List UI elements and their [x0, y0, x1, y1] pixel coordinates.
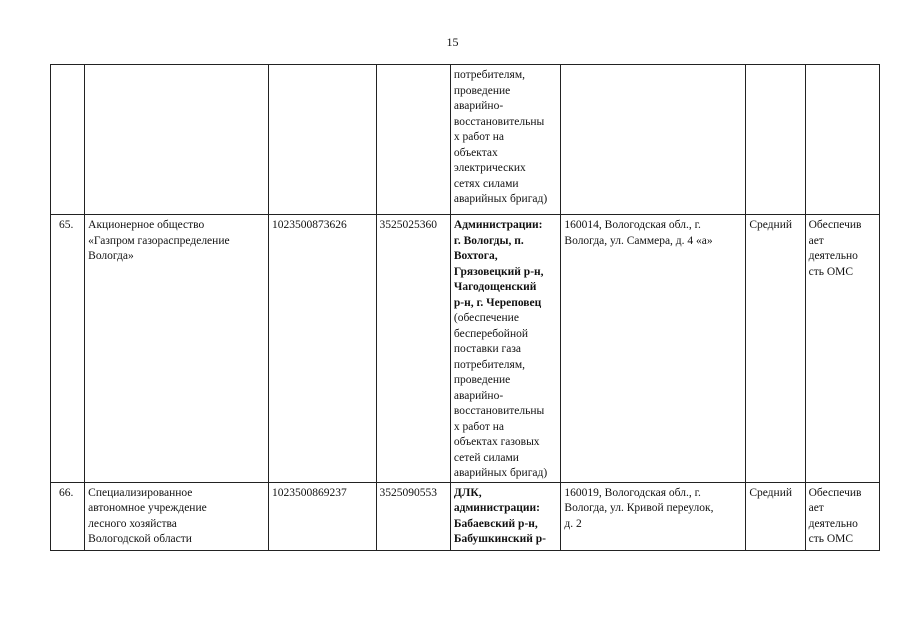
organization-name-cell [85, 65, 269, 215]
scope-line: бесперебойной [453, 327, 529, 340]
address-cell [561, 482, 746, 550]
address-cell [561, 65, 746, 215]
scope-line-bold: Бабаевский р-н, [453, 517, 538, 530]
table-body [51, 65, 880, 551]
organizations-table [50, 64, 880, 551]
organization-name-line: лесного хозяйства [88, 517, 177, 530]
organization-name-line: Специализированное [88, 486, 193, 499]
organization-name-cell [85, 482, 269, 550]
risk-level-cell: Средний [746, 482, 805, 550]
row-number-cell: 66. [51, 482, 85, 550]
ogrn-cell: 1023500869237 [269, 482, 377, 550]
scope-line: х работ на [453, 131, 504, 143]
scope-line: (обеспечение [453, 312, 519, 324]
scope-line: сетях силами [453, 177, 519, 190]
inn-cell: 3525025360 [376, 215, 450, 483]
ogrn-cell [269, 65, 377, 215]
scope-line-bold: г. Вологды, п. [453, 234, 524, 247]
scope-line: объектах газовых [453, 436, 540, 448]
scope-line: потребителям, [453, 69, 525, 81]
inn-cell: 3525090553 [376, 482, 450, 550]
scope-line: сетей силами [453, 451, 519, 464]
scope-line: электрических [453, 162, 526, 174]
address-cell [561, 215, 746, 483]
scope-line-bold: р-н, г. Череповец [453, 296, 542, 309]
table-row [51, 215, 880, 483]
scope-line-bold: Вохтога, [453, 250, 498, 262]
scope-cell [450, 482, 561, 550]
scope-line: поставки газа [453, 343, 521, 355]
note-cell [805, 215, 879, 483]
scope-line-bold: ДЛК, [453, 486, 482, 499]
organization-name-line: автономное учреждение [88, 502, 207, 514]
scope-line: проведение [453, 84, 511, 97]
scope-line: проведение [453, 374, 511, 386]
note-line: сть ОМС [808, 533, 854, 545]
organization-name-line: Вологда» [88, 250, 134, 262]
address-line: 160014, Вологодская обл., г. [564, 219, 701, 231]
address-line: д. 2 [564, 517, 582, 530]
address-line: 160019, Вологодская обл., г. [564, 486, 701, 499]
address-line: Вологда, ул. Саммера, д. 4 «а» [564, 234, 713, 247]
organization-name-cell [85, 215, 269, 483]
scope-line: аварийных бригад) [453, 193, 548, 205]
scope-line: восстановительны [453, 405, 545, 417]
scope-line: х работ на [453, 420, 504, 433]
scope-line: потребителям, [453, 358, 525, 371]
scope-line: аварийных бригад) [453, 467, 548, 479]
ogrn-cell: 1023500873626 [269, 215, 377, 483]
organization-name-line: Вологодской области [88, 533, 192, 545]
note-line: ает [808, 234, 824, 247]
scope-line-bold: Бабушкинский р- [453, 533, 546, 545]
note-line: Обеспечив [808, 486, 862, 499]
note-cell [805, 65, 879, 215]
row-number-cell: 65. [51, 215, 85, 483]
row-number-cell [51, 65, 85, 215]
organization-name-line: «Газпром газораспределение [88, 234, 230, 247]
risk-level-cell [746, 65, 805, 215]
table-row [51, 482, 880, 550]
note-line: деятельно [808, 250, 858, 262]
note-cell [805, 482, 879, 550]
scope-line-bold: администрации: [453, 502, 540, 514]
scope-line: аварийно- [453, 389, 504, 402]
note-line: ает [808, 502, 824, 514]
note-line: Обеспечив [808, 219, 862, 231]
scope-line: объектах [453, 146, 498, 159]
scope-line: аварийно- [453, 100, 504, 112]
scope-line-bold: Грязовецкий р-н, [453, 265, 544, 278]
scope-cell [450, 65, 561, 215]
page-number: 15 [446, 35, 459, 49]
scope-line-bold: Администрации: [453, 219, 543, 231]
inn-cell [376, 65, 450, 215]
organization-name-line: Акционерное общество [88, 219, 205, 231]
scope-line: восстановительны [453, 115, 545, 128]
table-row [51, 65, 880, 215]
scope-cell [450, 215, 561, 483]
note-line: деятельно [808, 517, 858, 530]
note-line: сть ОМС [808, 265, 854, 278]
address-line: Вологда, ул. Кривой переулок, [564, 502, 714, 514]
scope-line-bold: Чагодощенский [453, 281, 537, 293]
risk-level-cell: Средний [746, 215, 805, 483]
